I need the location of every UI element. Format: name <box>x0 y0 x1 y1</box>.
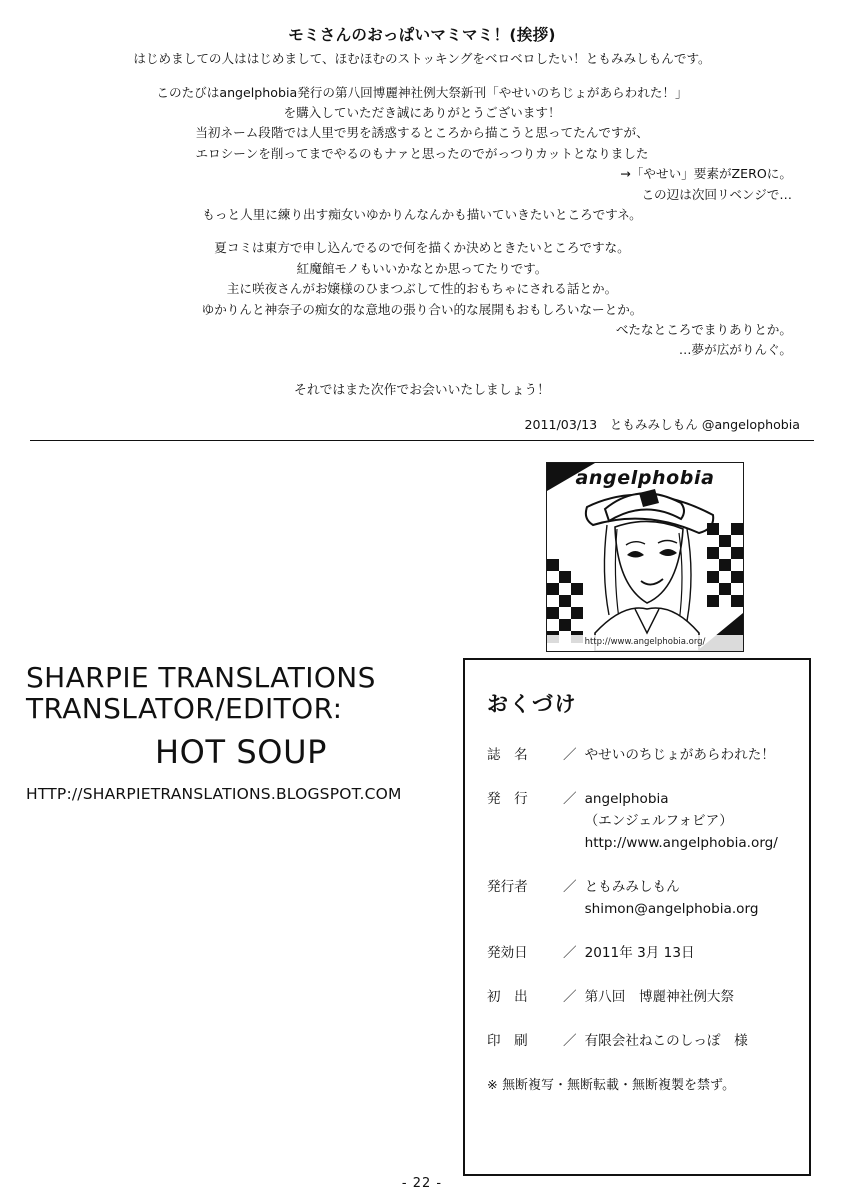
afterword-p2-line-5: →「やせい」要素がZEROに。 <box>620 166 792 182</box>
colophon-value-event: 第八回 博麗神社例大祭 <box>584 989 735 1006</box>
circle-logo-illustration <box>546 462 744 652</box>
colophon-label-event: 初 出 <box>487 989 528 1006</box>
logo-url-caption: http://www.angelphobia.org/ <box>584 637 706 647</box>
afterword-section <box>30 24 814 433</box>
credits-role-label: TRANSLATOR/EDITOR: <box>26 692 343 726</box>
afterword-p2-line-6: この辺は次回リベンジで… <box>641 186 792 202</box>
colophon-label-printer: 印 刷 <box>487 1033 528 1050</box>
colophon-title: おくづけ <box>487 692 577 716</box>
colophon-value-date: 2011年 3月 13日 <box>584 945 695 962</box>
colophon-sep-title: ／ <box>563 747 577 763</box>
credits-group-name: SHARPIE TRANSLATIONS <box>26 661 376 694</box>
colophon-row-printer <box>487 1030 793 1052</box>
afterword-p2-line-7: もっと人里に練り出す痴女いゆかりんなんかも描いていきたいところですネ。 <box>202 206 642 222</box>
colophon-publisher-name: angelphobia <box>584 791 669 808</box>
colophon-row-event <box>487 986 793 1008</box>
afterword-signature: 2011/03/13 ともみみしもん @angelophobia <box>524 416 800 432</box>
afterword-intro-line: はじめましての人ははじめまして、ほむほむのストッキングをベロベロしたい！ともみみしもんです。 <box>133 51 711 67</box>
colophon-row-title <box>487 744 793 766</box>
colophon-row-publisher <box>487 788 793 854</box>
colophon-value-printer: 有限会社ねこのしっぽ 様 <box>584 1033 748 1050</box>
colophon-publisher-url: http://www.angelphobia.org/ <box>584 835 778 852</box>
afterword-p3-line-4: ゆかりんと神奈子の痴女的な意地の張り合い的な展開もおもしろいなーとか。 <box>201 301 643 317</box>
colophon-label-title: 誌 名 <box>487 747 528 763</box>
colophon-value-author <box>585 876 793 920</box>
colophon-row-date <box>487 942 793 964</box>
translator-credits <box>26 662 456 803</box>
afterword-p3-line-6: …夢が広がりんぐ。 <box>678 342 792 358</box>
colophon-sep-printer: ／ <box>563 1033 577 1050</box>
colophon-value-publisher <box>585 788 793 854</box>
afterword-p2-line-1: このたびはangelphobia発行の第八回博麗神社例大祭新刊「やせいのちじょがあらわれた！」 <box>156 84 688 100</box>
afterword-p3-line-1: 夏コミは東方で申し込んでるので何を描くか決めときたいところですな。 <box>214 240 630 256</box>
colophon-sep-publisher: ／ <box>563 791 577 808</box>
afterword-p3-line-2: 紅魔館モノもいいかなとか思ってたりです。 <box>296 260 548 276</box>
colophon-rows <box>465 744 809 1052</box>
yukari-portrait-drawing <box>547 463 743 651</box>
horizontal-divider <box>30 440 814 441</box>
afterword-paragraph-2 <box>30 83 814 226</box>
afterword-closing: それではまた次作でお会いいたしましょう！ <box>294 382 550 398</box>
afterword-p3-line-3: 主に咲夜さんがお嬢様のひまつぶして性的おもちゃにされる話とか。 <box>226 281 618 297</box>
page-number: - 22 - <box>401 1176 443 1191</box>
colophon-label-author: 発行者 <box>487 879 528 896</box>
afterword-p3-line-5: べたなところでまりありとか。 <box>615 321 792 337</box>
colophon-label-publisher: 発 行 <box>487 791 528 808</box>
colophon-sep-date: ／ <box>563 945 577 962</box>
colophon-copyright-note: ※ 無断複写・無断転載・無断複製を禁ず。 <box>487 1078 736 1094</box>
colophon-value-title: やせいのちじょがあらわれた！ <box>584 747 775 763</box>
afterword-p2-line-3: 当初ネーム段階では人里で男を誘惑するところから描こうと思ってたんですが、 <box>195 125 649 141</box>
colophon-label-date: 発効日 <box>487 945 528 962</box>
afterword-title: モミさんのおっぱいマミマミ！(挨拶) <box>288 26 556 44</box>
colophon-row-author <box>487 876 793 920</box>
colophon-author-name: ともみみしもん <box>584 879 680 896</box>
afterword-p2-line-2: を購入していただき誠にありがとうございます！ <box>283 105 561 121</box>
logo-wordmark: angelphobia <box>575 467 715 489</box>
colophon-publisher-kana: （エンジェルフォビア） <box>584 813 733 830</box>
colophon-sep-author: ／ <box>563 879 577 896</box>
credits-person-name: HOT SOUP <box>155 732 327 771</box>
afterword-p2-line-4: エロシーンを削ってまでやるのもナァと思ったのでがっつりカットとなりました <box>195 145 649 161</box>
colophon-box <box>463 658 811 1176</box>
colophon-author-email: shimon@angelphobia.org <box>584 901 759 918</box>
colophon-sep-event: ／ <box>563 989 577 1006</box>
afterword-paragraph-3 <box>30 238 814 360</box>
credits-blog-url: HTTP://SHARPIETRANSLATIONS.BLOGSPOT.COM <box>26 784 402 803</box>
